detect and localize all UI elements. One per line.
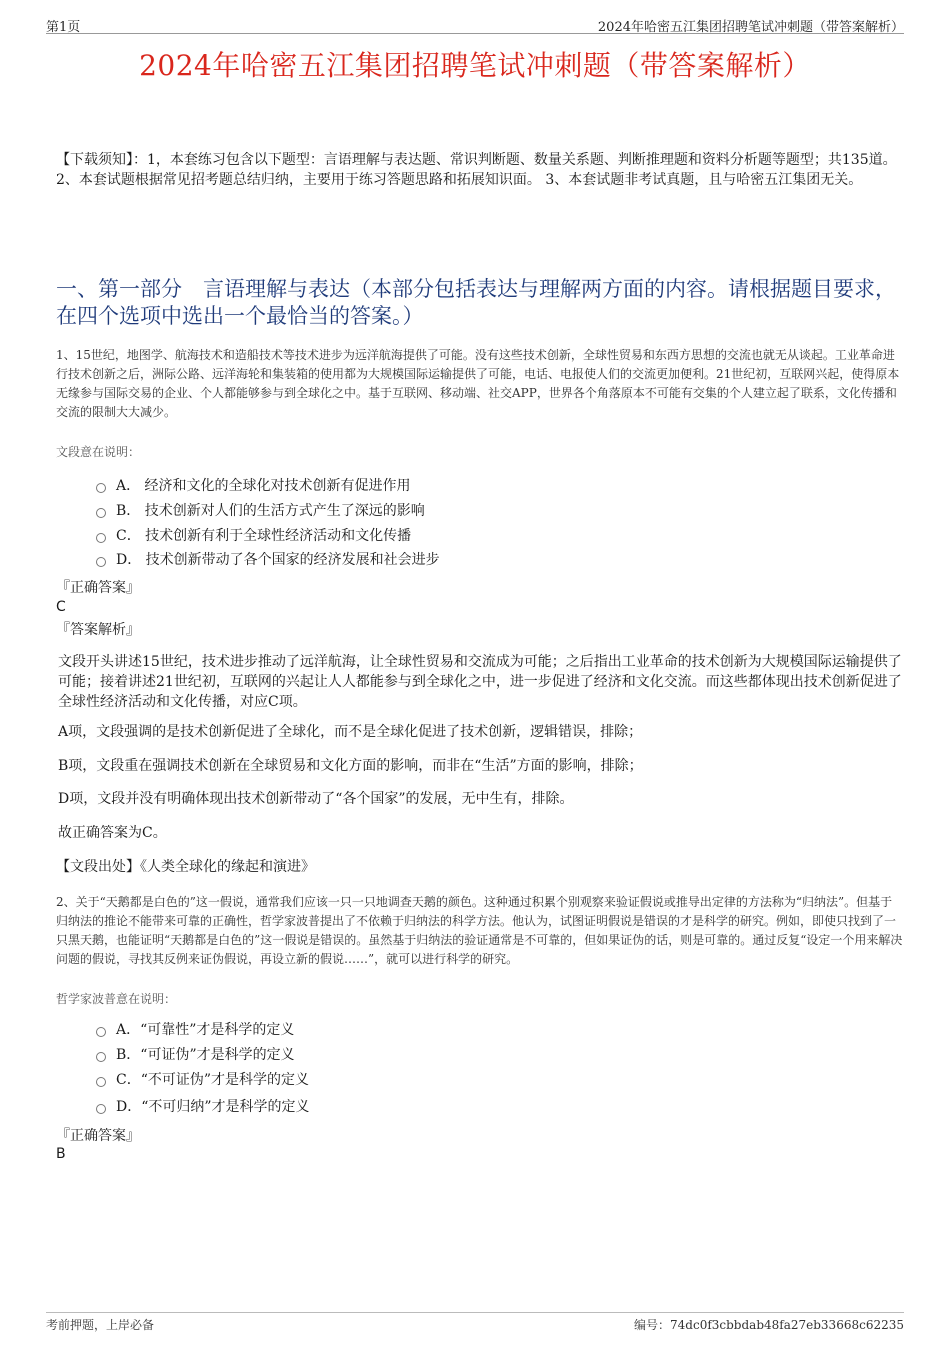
running-title: 2024年哈密五江集团招聘笔试冲刺题（带答案解析）: [597, 20, 904, 35]
question-2-option-a[interactable]: [96, 1020, 294, 1040]
question-2-stem: 2、关于“天鹅都是白色的”这一假说，通常我们应该一只一只地调查天鹅的颜色。这种通过积累个别观察来验证假说或推导出定律的方法称为“归纳法”。但基于归纳法的推论不能带来可靠的正确性，哲学家波普提出了不依赖于归纳法的科学方法。他认为，试图证明假说是错误的才是科学的研究。例如，即使只找到了一只黑天鹅，也能证明“天鹅都是白色的”这一假说是错误的。虽然基于归纳法的验证通常是不可靠的，但如果证伪的话，则是可靠的。通过反复“设定一个用来解决问题的假说，寻找其反例来证伪假说，再设立新的假说……”，就可以进行科学的研究。: [56, 895, 903, 966]
option-label: D．“不可归纳”才是科学的定义: [116, 1099, 310, 1115]
analysis-paragraph: 文段开头讲述15世纪，技术进步推动了远洋航海，让全球性贸易和交流成为可能；之后指出工业革命的技术创新为大规模国际运输提供了可能；接着讲述21世纪初，互联网的兴起让人人都能参与到全球化之中，进一步促进了经济和文化交流。而这些都体现出技术创新促进了全球性经济活动和文化传播，对应C项。: [58, 654, 902, 710]
question-1-analysis-label: 『答案解析』: [56, 622, 140, 638]
radio-icon[interactable]: [96, 1104, 106, 1114]
footer-divider: [46, 1312, 904, 1313]
option-label: D． 技术创新带动了各个国家的经济发展和社会进步: [116, 552, 440, 568]
analysis-paragraph: B项，文段重在强调技术创新在全球贸易和文化方面的影响，而非在“生活”方面的影响，排除；: [58, 758, 643, 774]
option-label: A． 经济和文化的全球化对技术创新有促进作用: [116, 478, 411, 494]
radio-icon[interactable]: [96, 508, 106, 518]
option-label: C．“不可证伪”才是科学的定义: [116, 1072, 310, 1088]
radio-icon[interactable]: [96, 557, 106, 567]
question-2-answer-label: 『正确答案』: [56, 1128, 140, 1144]
download-notice: 【下载须知】：1，本套练习包含以下题型：言语理解与表达题、常识判断题、数量关系题、判断推理题和资料分析题等题型；共135道。 2、本套试题根据常见招考题总结归纳，主要用于练习答题思路和拓展知识面。 3、本套试题非考试真题，且与哈密五江集团无关。: [56, 152, 897, 188]
header-divider: [46, 33, 904, 34]
question-1-answer-label: 『正确答案』: [56, 580, 140, 596]
question-1-option-b[interactable]: [96, 501, 425, 521]
option-label: A．“可靠性”才是科学的定义: [116, 1022, 295, 1038]
question-1-stem: 1、15世纪，地图学、航海技术和造船技术等技术进步为远洋航海提供了可能。没有这些技术创新，全球性贸易和东西方思想的交流也就无从谈起。工业革命进行技术创新之后，洲际公路、远洋海轮和集装箱的使用都为大规模国际运输提供了可能，电话、电报使人们的交流更加便利。21世纪初，互联网兴起，使得原本无缘参与国际交易的企业、个人都能够参与到全球化之中。基于互联网、移动端、社交APP，世界各个角落原本不可能有交集的个人建立起了联系，文化传播和交流的限制大大减少。: [56, 348, 900, 419]
radio-icon[interactable]: [96, 533, 106, 543]
document-title: 2024年哈密五江集团招聘笔试冲刺题（带答案解析）: [139, 49, 811, 82]
option-label: C． 技术创新有利于全球性经济活动和文化传播: [116, 528, 412, 544]
radio-icon[interactable]: [96, 1077, 106, 1087]
question-1-prompt: 文段意在说明：: [56, 445, 141, 459]
analysis-paragraph: A项，文段强调的是技术创新促进了全球化，而不是全球化促进了技术创新，逻辑错误，排除；: [58, 724, 643, 740]
analysis-conclusion: 故正确答案为C。: [58, 825, 167, 841]
document-id: 编号：74dc0f3cbbdab48fa27eb33668c62235: [634, 1318, 904, 1332]
question-2-option-c[interactable]: [96, 1070, 309, 1090]
question-1-answer: C: [56, 599, 66, 615]
option-label: B． 技术创新对人们的生活方式产生了深远的影响: [116, 503, 425, 519]
question-2-answer: B: [56, 1146, 66, 1162]
question-2-option-d[interactable]: [96, 1097, 310, 1117]
question-1-option-c[interactable]: [96, 526, 411, 546]
question-2-option-b[interactable]: [96, 1045, 295, 1065]
question-2-prompt: 哲学家波普意在说明：: [56, 992, 177, 1006]
radio-icon[interactable]: [96, 1052, 106, 1062]
question-1-option-a[interactable]: [96, 476, 411, 496]
radio-icon[interactable]: [96, 483, 106, 493]
footer-slogan: 考前押题，上岸必备: [46, 1318, 155, 1332]
question-1-option-d[interactable]: [96, 550, 440, 570]
radio-icon[interactable]: [96, 1027, 106, 1037]
section-heading: 一、第一部分 言语理解与表达（本部分包括表达与理解两方面的内容。请根据题目要求，在四个选项中选出一个最恰当的答案。）: [56, 277, 896, 328]
page-number: 第1页: [46, 20, 81, 35]
question-1-source: 【文段出处】《人类全球化的缘起和演进》: [56, 859, 315, 875]
analysis-paragraph: D项，文段并没有明确体现出技术创新带动了“各个国家”的发展，无中生有，排除。: [58, 791, 574, 807]
option-label: B．“可证伪”才是科学的定义: [116, 1047, 295, 1063]
